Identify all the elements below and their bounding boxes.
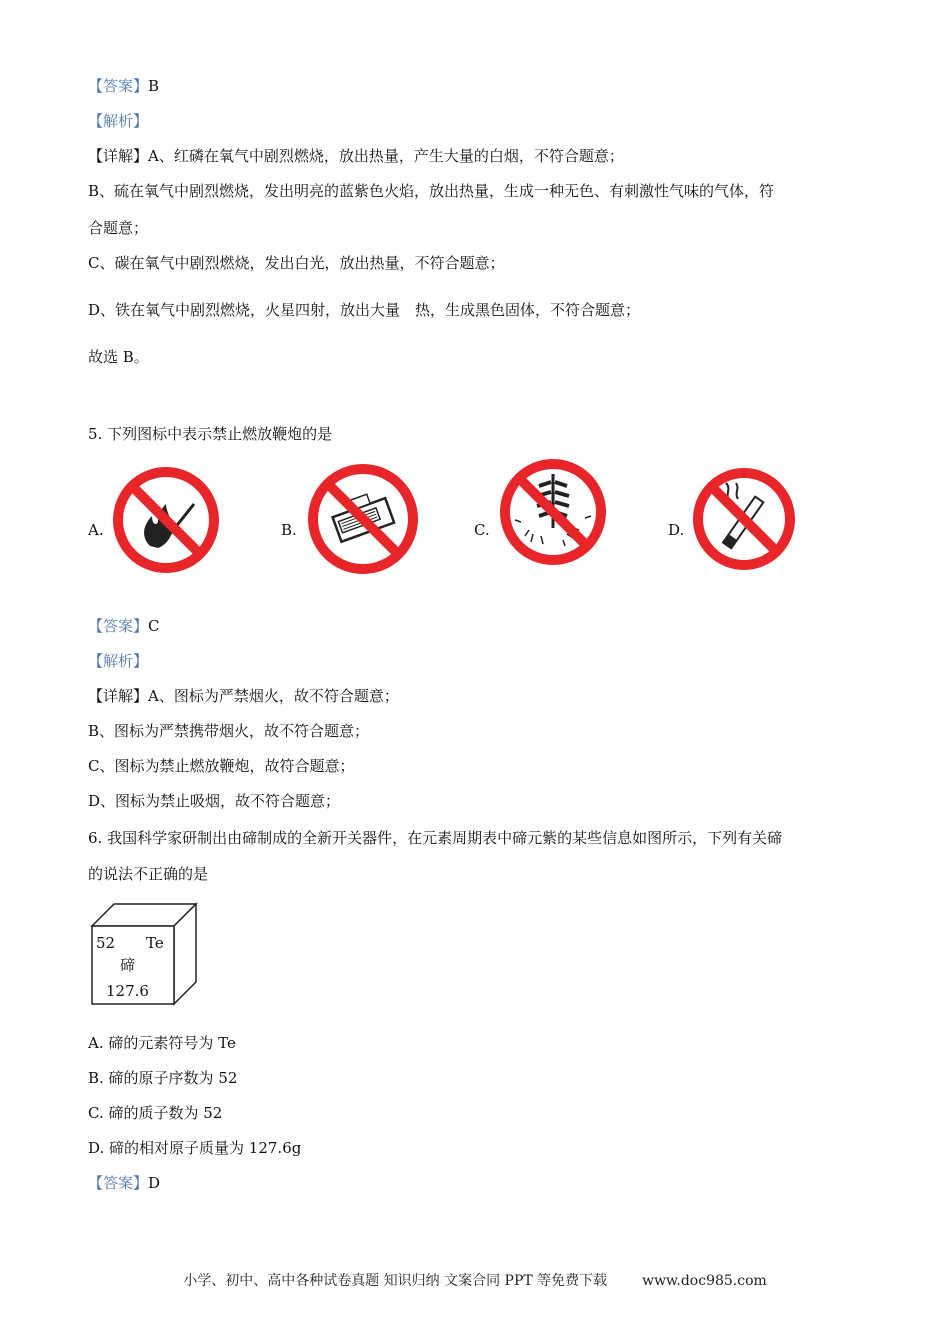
element-number: 52	[96, 934, 116, 952]
q4-detail-line6: 故选 B。	[88, 348, 149, 366]
q4-analysis-tag: 【解析】	[88, 112, 149, 130]
q5-option-c-label: C.	[474, 521, 490, 539]
detail-text: A、图标为严禁烟火，故不符合题意；	[148, 687, 399, 705]
answer-value: C	[148, 617, 160, 635]
answer-value: B	[148, 77, 160, 95]
q4-detail-line2: B、硫在氧气中剧烈燃烧，发出明亮的蓝紫色火焰，放出热量，生成一种无色、有刺激性气味的气体，符	[88, 182, 775, 200]
q6-answer	[88, 1173, 160, 1193]
q5-analysis-tag: 【解析】	[88, 652, 149, 670]
q6-option-c: C. 碲的质子数为 52	[88, 1104, 223, 1122]
q5-option-b-label: B.	[281, 521, 297, 539]
q4-detail-line3: 合题意；	[88, 219, 149, 237]
element-name: 碲	[120, 956, 136, 974]
answer-tag: 【答案】	[88, 617, 149, 635]
answer-tag: 【答案】	[88, 77, 149, 95]
q5-stem: 5. 下列图标中表示禁止燃放鞭炮的是	[88, 425, 333, 443]
page-footer	[0, 1270, 950, 1290]
element-symbol: Te	[146, 934, 164, 952]
element-mass: 127.6	[106, 982, 149, 1000]
q6-stem-line2: 的说法不正确的是	[88, 865, 209, 883]
answer-value: D	[148, 1174, 161, 1192]
detail-tag: 【详解】	[88, 147, 149, 165]
q5-answer	[88, 616, 160, 636]
q4-detail-line1	[88, 146, 624, 166]
detail-tag: 【详解】	[88, 687, 149, 705]
no-smoking-icon	[690, 465, 798, 573]
q4-answer	[88, 76, 159, 96]
q5-option-d-label: D.	[668, 521, 685, 539]
no-firecrackers-icon	[497, 456, 609, 568]
q5-detail-line4: D、图标为禁止吸烟，故不符合题意；	[88, 792, 341, 810]
footer-text: 小学、初中、高中各种试卷真题 知识归纳 文案合同 PPT 等免费下载	[183, 1273, 608, 1289]
footer-url[interactable]: www.doc985.com	[642, 1273, 767, 1289]
q4-detail-line4: C、碳在氧气中剧烈燃烧，发出白光，放出热量，不符合题意；	[88, 254, 505, 272]
q6-option-b: B. 碲的原子序数为 52	[88, 1069, 238, 1087]
q4-detail-line5: D、铁在氧气中剧烈燃烧，火星四射，放出大量 热，生成黑色固体，不符合题意；	[88, 301, 641, 319]
q5-detail-line3: C、图标为禁止燃放鞭炮，故符合题意；	[88, 757, 355, 775]
element-cell-diagram	[90, 902, 200, 1008]
no-matches-icon	[305, 461, 421, 577]
q6-stem-line1: 6. 我国科学家研制出由碲制成的全新开关器件，在元素周期表中碲元紫的某些信息如图所示，下列有关碲	[88, 829, 783, 847]
answer-tag: 【答案】	[88, 1174, 149, 1192]
detail-text: A、红磷在氧气中剧烈燃烧，放出热量，产生大量的白烟，不符合题意；	[148, 147, 624, 165]
no-open-flame-icon	[110, 464, 222, 576]
q6-option-a: A. 碲的元素符号为 Te	[88, 1034, 236, 1052]
q5-detail-line1	[88, 686, 399, 706]
q5-detail-line2: B、图标为严禁携带烟火，故不符合题意；	[88, 722, 370, 740]
q5-option-a-label: A.	[88, 521, 104, 539]
q6-option-d: D. 碲的相对原子质量为 127.6g	[88, 1139, 302, 1157]
